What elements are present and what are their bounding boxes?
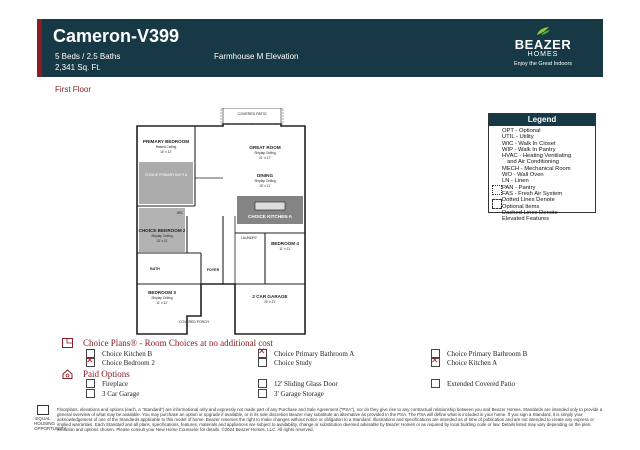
option-choice-bedroom-2[interactable] (86, 358, 155, 367)
room-bedroom-4: BEDROOM 4 (271, 241, 299, 246)
paid-options-heading: Paid Options (83, 369, 130, 379)
option-checkbox[interactable] (431, 379, 440, 388)
room-covered-patio: COVERED PATIO (237, 112, 267, 116)
option-label: Choice Primary Bathroom B (447, 349, 528, 358)
option-garage-storage[interactable] (258, 389, 324, 398)
option-label: Choice Primary Bathroom A (274, 349, 355, 358)
legend-item: WIC - Walk In Closet (502, 140, 556, 147)
legend-item: Elevated Features (502, 216, 550, 223)
legend-item: and Air Conditioning (507, 159, 559, 166)
option-label: Choice Study (274, 358, 312, 367)
option-fireplace[interactable] (86, 379, 128, 388)
legend-item: OPT - Optional (502, 128, 541, 134)
room-garage: 2 CAR GARAGE (252, 294, 288, 299)
room-choice-kitchen: CHOICE KITCHEN A (248, 214, 292, 219)
room-primary-bedroom: PRIMARY BEDROOM (142, 139, 190, 144)
legend-item: PAN - Pantry (502, 184, 536, 191)
room-great-room-dim: 21' x 17' (259, 156, 271, 160)
option-label: Fireplace (102, 379, 129, 388)
room-choice-bedroom-2: CHOICE BEDROOM 2 (138, 228, 186, 233)
option-checkbox-checked[interactable] (86, 358, 95, 367)
legend-box (488, 113, 596, 223)
option-sliding-glass-door[interactable] (258, 379, 338, 388)
legend-item: WIP - Walk In Pantry (502, 146, 556, 153)
room-choice-primary-bath: CHOICE PRIMARY BATH A (144, 173, 188, 177)
legend-item: LN - Linen (502, 178, 529, 185)
floorplan-icon (62, 338, 73, 348)
header-accent-bar (37, 19, 42, 77)
legend-item: Dotted Lines Denote (502, 197, 555, 204)
option-checkbox[interactable] (258, 358, 267, 367)
option-3-car-garage[interactable] (86, 389, 139, 398)
dashed-line-swatch (492, 199, 502, 209)
room-laundry: LAUNDRY (240, 236, 258, 240)
legend-title: Legend (489, 114, 595, 126)
square-footage: 2,341 Sq. Ft. (55, 63, 101, 72)
room-garage-dim: 20' x 21' (264, 300, 276, 304)
room-great-room: GREAT ROOM (249, 145, 281, 150)
room-bedroom-3: BEDROOM 3 (148, 290, 176, 295)
disclaimer-text: Floorplans, elevations and options (each, a "Standard") are informational only and expressly not made part of any Purchase and Sale Agreement ("PSA"), nor do they give rise to any contractual relationship between you and Beazer Homes. Standards are intended only to provide a general overview of what may be available. You may purchase an option or upgrade if available, or in its sole discretion Beazer may substitute an alternative as provided in the PSA. The PSA will define what is included in your home. If you sign a Standard, it is simply your acknowledgement of one of the Standards applicable to this model of home. Beazer reserves the right to make changes without notice or obligation to a Standard. Illustrations and specifications are intended as of time of publication and are not intended to create any express or implied warranties. Each Standard and all plans, specifications, features, materials and appliances are subject to availability, change or substitution deemed advisable by Beazer Homes or as required by local building code or law. Details listed may vary depending on the plan, elevation and options chosen. Please consult your New Home Counselor for details. ©2024 Beazer Homes, LLC. All rights reserved. (57, 407, 603, 432)
plan-title: Cameron-V399 (53, 26, 180, 46)
room-choice-bedroom-2-sub: Shiplap Ceiling (151, 234, 173, 238)
legend-item: Optional Items (502, 203, 540, 210)
room-covered-porch: COVERED PORCH (179, 320, 209, 324)
leaf-icon (535, 26, 551, 36)
option-choice-kitchen-a[interactable] (431, 358, 497, 367)
floor-plan (125, 108, 350, 340)
option-label: 3' Garage Storage (274, 389, 324, 398)
room-foyer: FOYER (206, 268, 220, 272)
beds-baths: 5 Beds / 2.5 Baths (55, 52, 121, 61)
room-dining-sub: Shiplap Ceiling (254, 179, 276, 183)
option-label: Extended Covered Patio (447, 379, 516, 388)
legend-items (489, 126, 595, 222)
choice-primary-bath-area (139, 162, 193, 204)
eho-label-2: OPPORTUNITY (34, 426, 67, 431)
legend-item: Dashed Lines Denote (502, 209, 558, 216)
equal-housing-logo (34, 405, 67, 431)
choice-plans-heading: Choice Plans® - Room Choices at no additional cost (83, 338, 273, 348)
option-extended-covered-patio[interactable] (431, 379, 515, 388)
option-label: Choice Kitchen A (447, 358, 498, 367)
room-bedroom-3-sub: Shiplap Ceiling (151, 296, 173, 300)
option-checkbox[interactable] (86, 389, 95, 398)
eho-label-1: EQUAL HOUSING (34, 416, 56, 426)
floor-label: First Floor (55, 85, 91, 94)
legend-item: FAS - Fresh Air System (502, 190, 563, 197)
option-checkbox[interactable] (258, 389, 267, 398)
equal-housing-icon (37, 405, 49, 415)
room-bedroom-3-dim: 11' x 12' (156, 301, 168, 305)
room-bath: BATH (150, 267, 160, 271)
option-choice-kitchen-b[interactable] (86, 349, 152, 358)
room-primary-bedroom-sub: Raised Ceiling (155, 145, 177, 149)
elevation-name: Farmhouse M Elevation (214, 52, 299, 61)
dotted-line-swatch (492, 185, 502, 195)
option-choice-primary-bathroom-a[interactable] (258, 349, 354, 358)
room-dining-dim: 15' x 11' (259, 184, 271, 188)
logo-brand: BEAZER (514, 37, 572, 52)
option-label: 12' Sliding Glass Door (274, 379, 338, 388)
option-checkbox[interactable] (86, 379, 95, 388)
room-choice-bedroom-2-dim: 13' x 11' (156, 239, 168, 243)
room-wic: WIC (176, 211, 184, 215)
legend-item: WO - Wall Oven (502, 172, 544, 179)
covered-patio-outline (223, 108, 281, 124)
legend-item: UTIL - Utility (502, 134, 534, 141)
option-checkbox-checked[interactable] (258, 349, 267, 358)
legend-item: HVAC - Heating Ventilating (502, 153, 572, 160)
room-great-room-sub: Shiplap Ceiling (254, 151, 276, 155)
logo-brand-sub: HOMES (527, 51, 559, 58)
option-checkbox[interactable] (258, 379, 267, 388)
logo-tagline: Enjoy the Great Indoors (513, 61, 573, 67)
room-primary-bedroom-dim: 15' x 12' (160, 150, 172, 154)
option-label: 3 Car Garage (102, 389, 140, 398)
home-icon (62, 369, 73, 379)
option-label: Choice Kitchen B (102, 349, 153, 358)
room-bedroom-4-dim: 11' x 11' (279, 247, 291, 251)
option-choice-study[interactable] (258, 358, 312, 367)
beazer-logo (498, 26, 588, 72)
option-choice-primary-bathroom-b[interactable] (431, 349, 527, 358)
option-checkbox-checked[interactable] (431, 358, 440, 367)
room-dining: DINING (256, 173, 274, 178)
option-label: Choice Bedroom 2 (102, 358, 155, 367)
legend-item: MECH - Mechanical Room (502, 165, 571, 172)
